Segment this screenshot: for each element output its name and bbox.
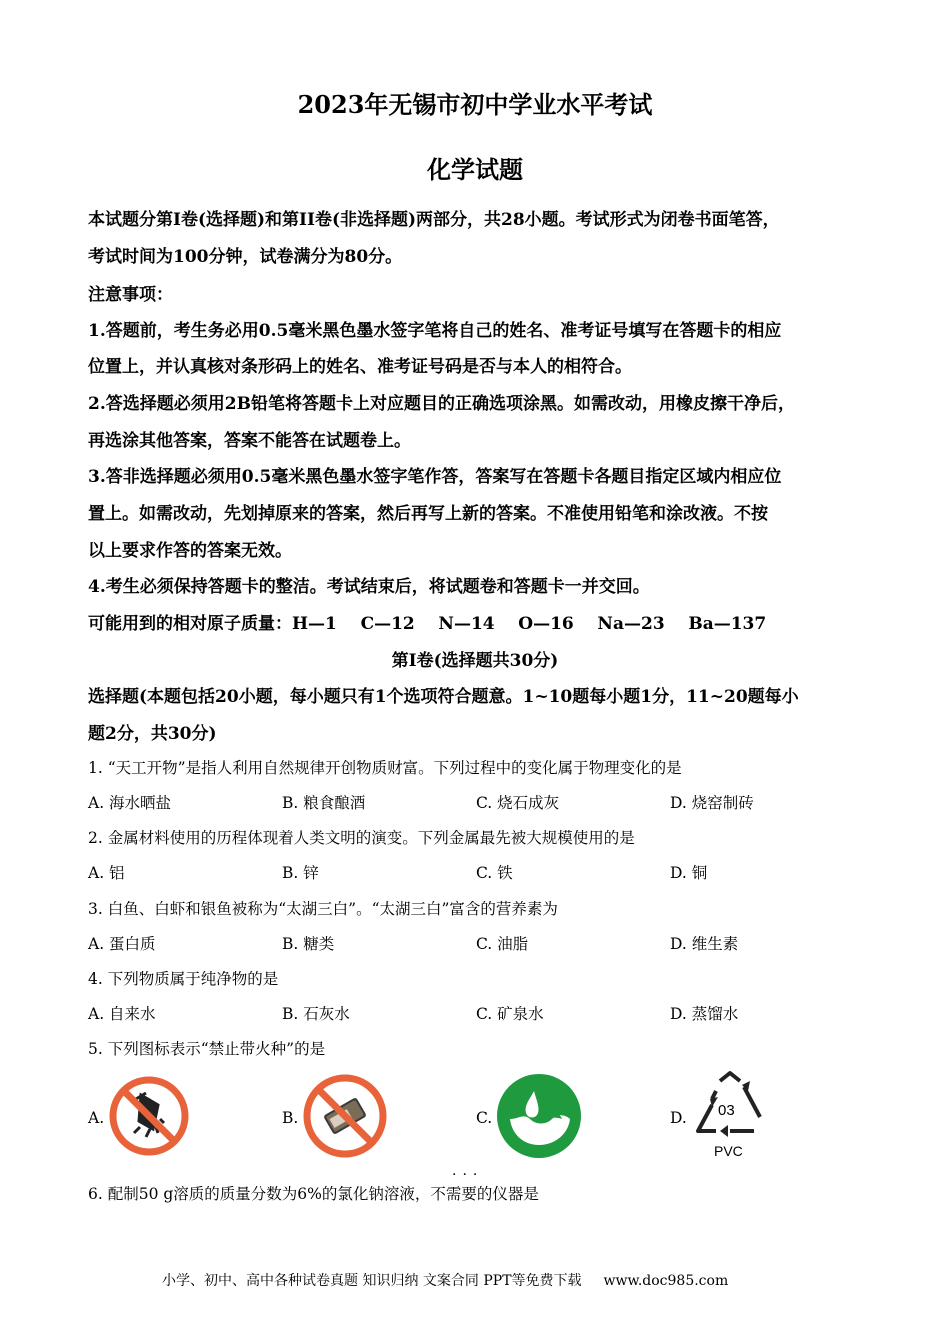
exam-title: 2023年无锡市初中学业水平考试 (297, 90, 653, 119)
note-3b: 置上。如需改动，先划掉原来的答案，然后再写上新的答案。不准使用铅笔和涂改液。不按 (88, 504, 768, 524)
emphasis-dots: ··· (452, 1167, 484, 1183)
no-fireworks-icon[interactable] (106, 1073, 192, 1159)
q4-option-c[interactable]: C. 矿泉水 (476, 1005, 544, 1023)
question-5-stem: 5. 下列图标表示“禁止带火种”的是 (88, 1040, 326, 1058)
q2-option-a[interactable]: A. 铝 (88, 864, 125, 882)
intro-line-2: 考试时间为100分钟，试卷满分为80分。 (88, 247, 403, 267)
atomic-masses: 可能用到的相对原子质量：H—1 C—12 N—14 O—16 Na—23 Ba—137 (88, 614, 767, 634)
question-6-stem: 6. 配制50 g溶质的质量分数为6%的氯化钠溶液，不需要的仪器是 (88, 1185, 539, 1203)
q3-option-a[interactable]: A. 蛋白质 (88, 935, 156, 953)
note-1a: 1.答题前，考生务必用0.5毫米黑色墨水签字笔将自己的姓名、准考证号填写在答题卡的相应 (88, 321, 782, 341)
q3-option-b[interactable]: B. 糖类 (282, 935, 335, 953)
question-4-stem: 4. 下列物质属于纯净物的是 (88, 970, 279, 988)
q2-option-b[interactable]: B. 锌 (282, 864, 319, 882)
q5-option-c[interactable]: C. (476, 1109, 493, 1127)
q3-option-d[interactable]: D. 维生素 (670, 935, 739, 953)
note-3c: 以上要求作答的答案无效。 (88, 541, 292, 561)
section-desc-1: 选择题(本题包括20小题，每小题只有1个选项符合题意。1~10题每小题1分，11~20题每小 (88, 687, 799, 707)
subject-title: 化学试题 (427, 155, 523, 184)
section-title: 第I卷(选择题共30分) (391, 651, 559, 671)
recycle-label: PVC (714, 1143, 743, 1159)
q4-option-d[interactable]: D. 蒸馏水 (670, 1005, 739, 1023)
no-lighter-icon[interactable] (300, 1071, 390, 1161)
q2-option-c[interactable]: C. 铁 (476, 864, 513, 882)
q4-option-a[interactable]: A. 自来水 (88, 1005, 156, 1023)
note-3a: 3.答非选择题必须用0.5毫米黑色墨水签字笔作答，答案写在答题卡各题目指定区域内相应位 (88, 467, 782, 487)
q1-option-d[interactable]: D. 烧窑制砖 (670, 794, 754, 812)
footer-site[interactable]: www.doc985.com (603, 1273, 729, 1289)
note-1b: 位置上，并认真核对条形码上的姓名、准考证号码是否与本人的相符合。 (88, 357, 632, 377)
section-desc-2: 题2分，共30分) (88, 724, 217, 744)
note-4: 4.考生必须保持答题卡的整洁。考试结束后，将试题卷和答题卡一并交回。 (88, 577, 650, 597)
q1-option-b[interactable]: B. 粮食酿酒 (282, 794, 366, 812)
intro-line-1: 本试题分第I卷(选择题)和第II卷(非选择题)两部分，共28小题。考试形式为闭卷书面笔答， (88, 210, 780, 230)
note-2a: 2.答选择题必须用2B铅笔将答题卡上对应题目的正确选项涂黑。如需改动，用橡皮擦干净后， (88, 394, 795, 414)
question-3-stem: 3. 白鱼、白虾和银鱼被称为“太湖三白”。“太湖三白”富含的营养素为 (88, 900, 558, 918)
question-2-stem: 2. 金属材料使用的历程体现着人类文明的演变。下列金属最先被大规模使用的是 (88, 829, 635, 847)
page-footer (162, 1270, 728, 1290)
q3-option-c[interactable]: C. 油脂 (476, 935, 529, 953)
q2-option-d[interactable]: D. 铜 (670, 864, 708, 882)
note-2b: 再选涂其他答案，答案不能答在试题卷上。 (88, 431, 411, 451)
notes-heading: 注意事项： (88, 285, 173, 305)
question-1-stem: 1. “天工开物”是指人利用自然规律开创物质财富。下列过程中的变化属于物理变化的是 (88, 759, 682, 777)
recycle-number: 03 (718, 1102, 735, 1119)
q5-option-a[interactable]: A. (88, 1109, 105, 1127)
q5-option-d[interactable]: D. (670, 1109, 687, 1127)
water-saving-icon[interactable] (496, 1073, 582, 1159)
q1-option-a[interactable]: A. 海水晒盐 (88, 794, 172, 812)
footer-text: 小学、初中、高中各种试卷真题 知识归纳 文案合同 PPT等免费下载 (162, 1273, 582, 1289)
q1-option-c[interactable]: C. 烧石成灰 (476, 794, 560, 812)
q5-option-b[interactable]: B. (282, 1109, 299, 1127)
q4-option-b[interactable]: B. 石灰水 (282, 1005, 350, 1023)
